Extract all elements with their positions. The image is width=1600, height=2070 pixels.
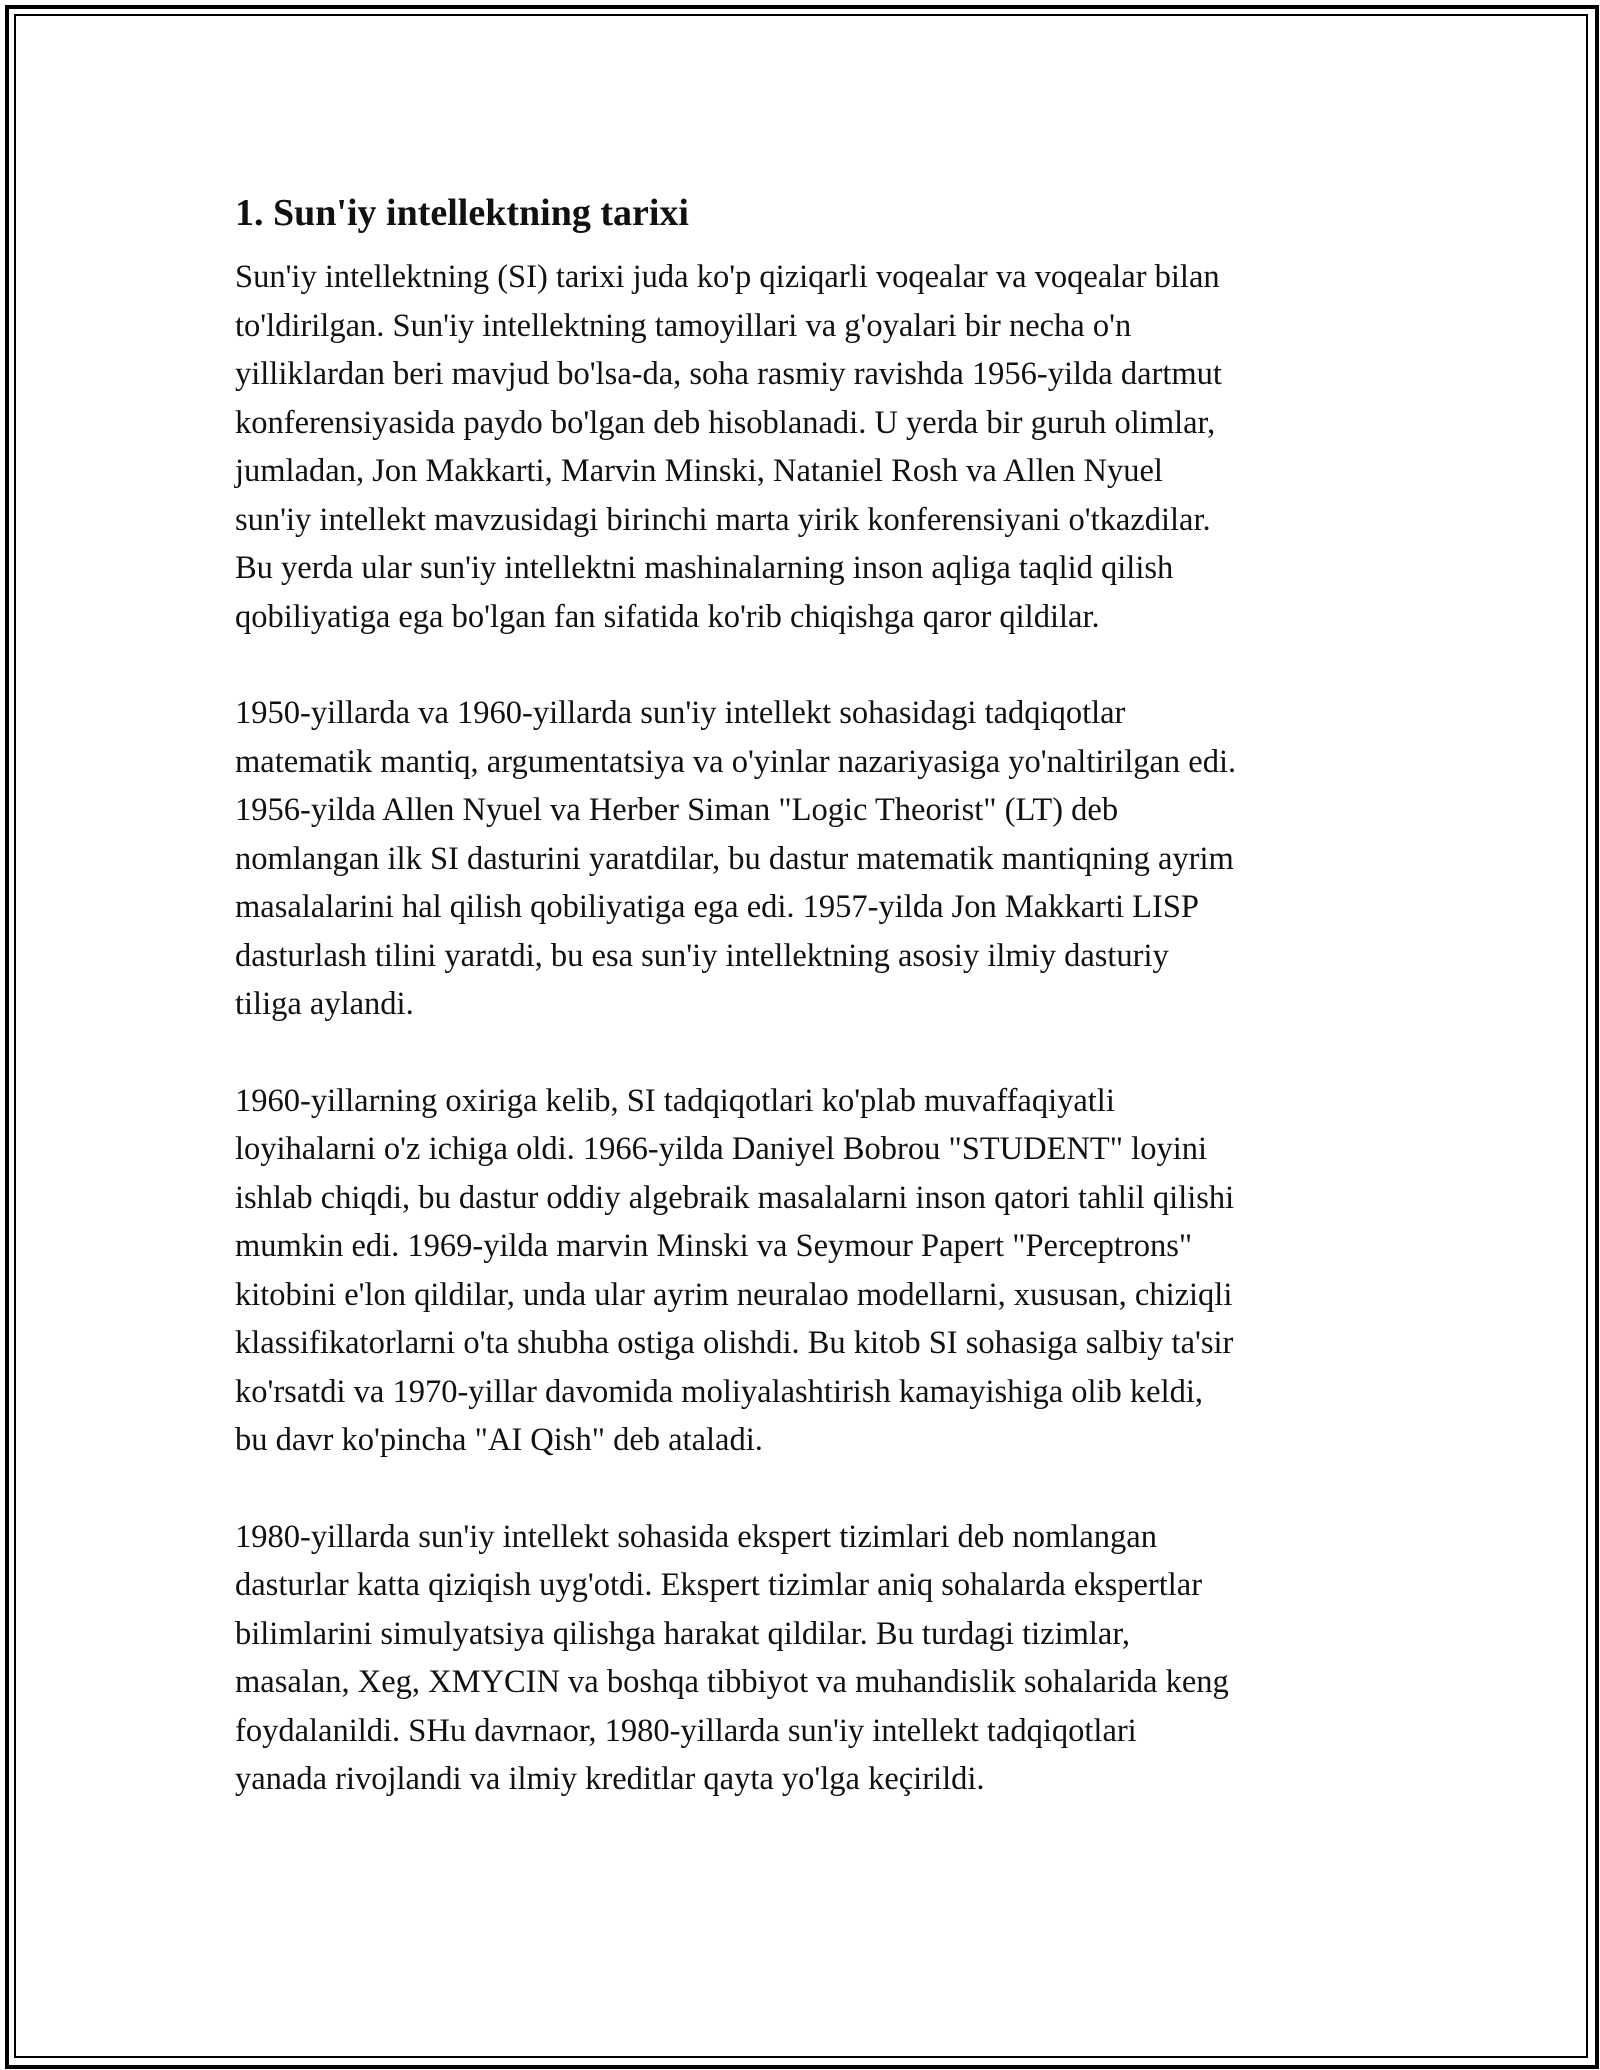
paragraph-line: konferensiyasida paydo bo'lgan deb hisoblanadi. U yerda bir guruh olimlar, (235, 404, 1216, 441)
paragraph-line: bilimlarini simulyatsiya qilishga harakat qildilar. Bu turdagi tizimlar, (235, 1615, 1130, 1652)
paragraph-line: 1950-yillarda va 1960-yillarda sun'iy intellekt sohasidagi tadqiqotlar (235, 695, 1126, 731)
paragraph-line: dasturlar katta qiziqish uyg'otdi. Ekspert tizimlar aniq sohalarda ekspertlar (235, 1567, 1203, 1603)
paragraph-line: dasturlash tilini yaratdi, bu esa sun'iy intellektning asosiy ilmiy dasturiy (235, 937, 1169, 974)
paragraph-line: matematik mantiq, argumentatsiya va o'yinlar nazariyasiga yo'naltirilgan edi. (235, 743, 1237, 780)
paragraph-line: masalalarini hal qilish qobiliyatiga ega edi. 1957-yilda Jon Makkarti LISP (235, 889, 1199, 925)
paragraph-line: 1960-yillarning oxiriga kelib, SI tadqiqotlari ko'plab muvaffaqiyatli (235, 1082, 1115, 1119)
paragraph-line: tiliga aylandi. (235, 986, 414, 1022)
paragraph-line: qobiliyatiga ega bo'lgan fan sifatida ko'rib chiqishga qaror qildilar. (235, 598, 1100, 635)
paragraph-line: bu davr ko'pincha "AI Qish" deb ataladi. (235, 1422, 763, 1458)
paragraph-2 (235, 689, 1375, 1029)
paragraph-line: yilliklardan beri mavjud bo'lsa-da, soha rasmiy ravishda 1956-yilda dartmut (235, 356, 1222, 392)
paragraph-line: to'ldirilgan. Sun'iy intellektning tamoyillari va g'oyalari bir necha o'n (235, 307, 1132, 344)
paragraph-line: klassifikatorlarni o'ta shubha ostiga olishdi. Bu kitob SI sohasiga salbiy ta'sir (235, 1325, 1234, 1361)
paragraph-line: yanada rivojlandi va ilmiy kreditlar qayta yo'lga keçirildi. (235, 1761, 985, 1797)
paragraph-line: kitobini e'lon qildilar, unda ular ayrim neuralao modellarni, xususan, chiziqli (235, 1276, 1233, 1313)
paragraph-1 (235, 253, 1375, 641)
paragraph-line: 1956-yilda Allen Nyuel va Herber Siman "Logic Theorist" (LT) deb (235, 792, 1119, 828)
paragraph-line: ishlab chiqdi, bu dastur oddiy algebraik masalalarni inson qatori tahlil qilishi (235, 1179, 1235, 1216)
paragraph-3 (235, 1077, 1375, 1465)
paragraph-4 (235, 1513, 1375, 1804)
paragraph-line: loyihalarni o'z ichiga oldi. 1966-yilda Daniyel Bobrou "STUDENT" loyini (235, 1131, 1208, 1167)
paragraph-line: Sun'iy intellektning (SI) tarixi juda ko'p qiziqarli voqealar va voqealar bilan (235, 259, 1220, 295)
paragraph-line: foydalanildi. SHu davrnaor, 1980-yillarda sun'iy intellekt tadqiqotlari (235, 1712, 1137, 1749)
paragraph-line: masalan, Xeg, XMYCIN va boshqa tibbiyot va muhandislik sohalarida keng (235, 1664, 1229, 1700)
paragraph-line: sun'iy intellekt mavzusidagi birinchi marta yirik konferensiyani o'tkazdilar. (235, 501, 1211, 538)
paragraph-line: mumkin edi. 1969-yilda marvin Minski va Seymour Papert "Perceptrons" (235, 1228, 1193, 1264)
paragraph-line: nomlangan ilk SI dasturini yaratdilar, bu dastur matematik mantiqning ayrim (235, 840, 1234, 877)
paragraph-line: Bu yerda ular sun'iy intellektni mashinalarning inson aqliga taqlid qilish (235, 550, 1174, 586)
paragraph-line: 1980-yillarda sun'iy intellekt sohasida ekspert tizimlari deb nomlangan (235, 1518, 1157, 1555)
paragraph-line: jumladan, Jon Makkarti, Marvin Minski, Nataniel Rosh va Allen Nyuel (235, 453, 1163, 489)
document-body (235, 187, 1375, 1852)
paragraph-line: ko'rsatdi va 1970-yillar davomida moliyalashtirish kamayishiga olib keldi, (235, 1373, 1204, 1410)
section-title: 1. Sun'iy intellektning tarixi (235, 192, 689, 234)
